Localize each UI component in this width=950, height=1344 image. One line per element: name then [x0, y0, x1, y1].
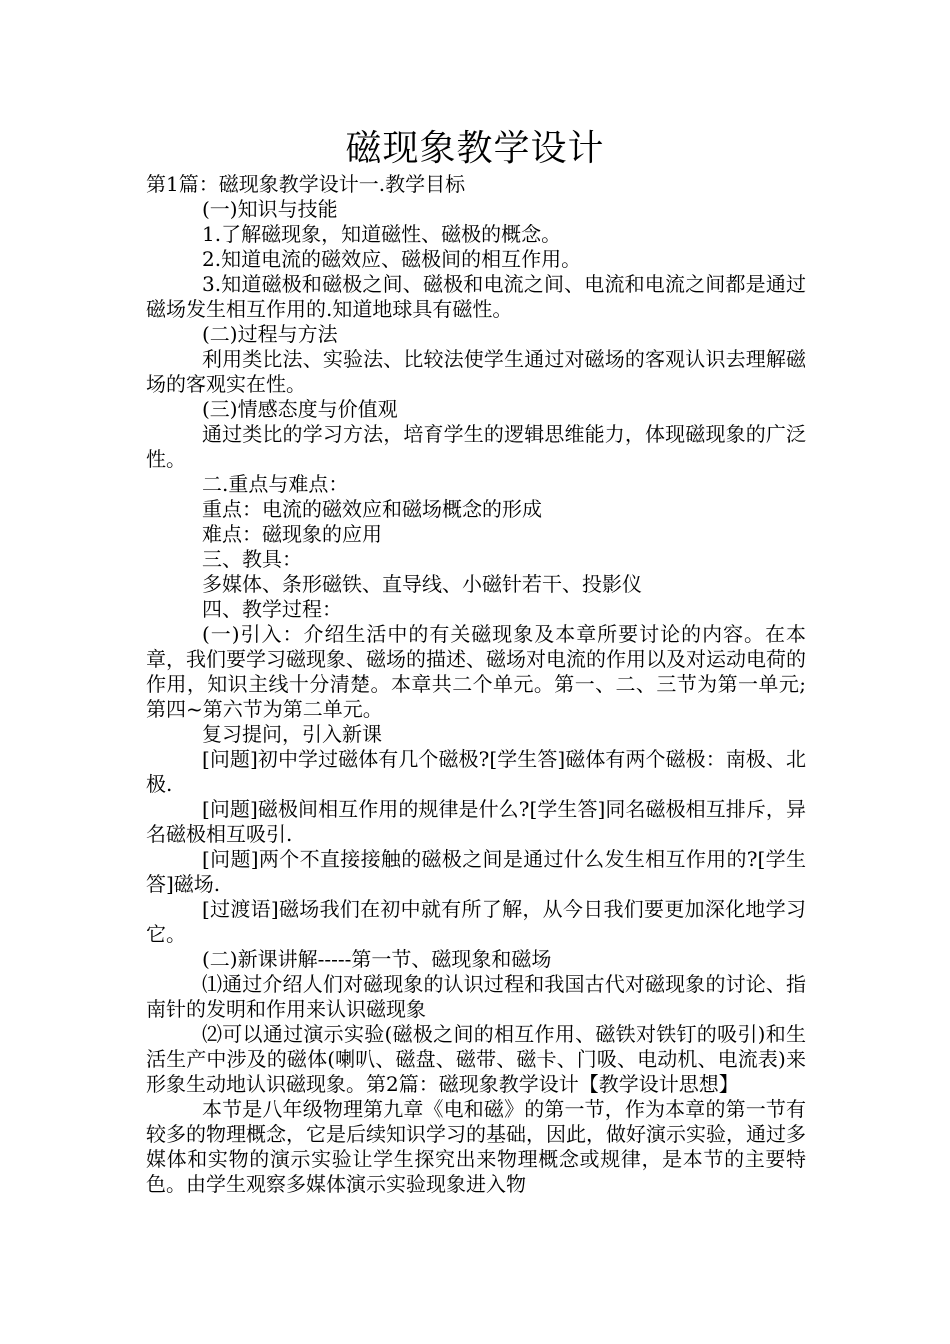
paragraph: 本节是八年级物理第九章《电和磁》的第一节，作为本章的第一节有较多的物理概念，它是后续知识学习的基础，因此，做好演示实验，通过多媒体和实物的演示实验让学生探究出来物理概念或规律，是本节的主要特色。由学生观察多媒体演示实验现象进入物 — [146, 1097, 806, 1196]
document-body — [146, 172, 806, 1197]
paragraph: 难点：磁现象的应用 — [202, 522, 382, 546]
paragraph: 2.知道电流的磁效应、磁极间的相互作用。 — [202, 247, 582, 271]
paragraph: (二)新课讲解-----第一节、磁现象和磁场 — [202, 947, 552, 971]
paragraph: 二.重点与难点： — [202, 472, 349, 496]
paragraph: 3.知道磁极和磁极之间、磁极和电流之间、电流和电流之间都是通过磁场发生相互作用的.知道地球具有磁性。 — [146, 272, 806, 321]
paragraph: [问题]初中学过磁体有几个磁极?[学生答]磁体有两个磁极：南极、北极. — [146, 747, 806, 796]
paragraph: (三)情感态度与价值观 — [202, 397, 398, 421]
paragraph: 利用类比法、实验法、比较法使学生通过对磁场的客观认识去理解磁场的客观实在性。 — [146, 347, 806, 396]
paragraph: 多媒体、条形磁铁、直导线、小磁针若干、投影仪 — [202, 572, 642, 596]
paragraph: [问题]两个不直接接触的磁极之间是通过什么发生相互作用的?[学生答]磁场. — [146, 847, 806, 896]
paragraph: [过渡语]磁场我们在初中就有所了解，从今日我们要更加深化地学习它。 — [146, 897, 806, 946]
paragraph: (一)引入：介绍生活中的有关磁现象及本章所要讨论的内容。在本章，我们要学习磁现象、磁场的描述、磁场对电流的作用以及对运动电荷的作用，知识主线十分清楚。本章共二个单元。第一、二、三节为第一单元;第四~第六节为第二单元。 — [146, 622, 806, 721]
paragraph: 通过类比的学习方法，培育学生的逻辑思维能力，体现磁现象的广泛性。 — [146, 422, 806, 471]
paragraph: 1.了解磁现象，知道磁性、磁极的概念。 — [202, 222, 562, 246]
paragraph: 第1篇：磁现象教学设计一.教学目标 — [146, 172, 466, 196]
paragraph: 复习提问，引入新课 — [202, 722, 382, 746]
paragraph: 四、教学过程： — [202, 597, 342, 621]
paragraph: 重点：电流的磁效应和磁场概念的形成 — [202, 497, 542, 521]
paragraph: (一)知识与技能 — [202, 197, 338, 221]
paragraph: ⑵可以通过演示实验(磁极之间的相互作用、磁铁对铁钉的吸引)和生活生产中涉及的磁体(喇叭、磁盘、磁带、磁卡、门吸、电动机、电流表)来形象生动地认识磁现象。第2篇：磁现象教学设计【教学设计思想】 — [146, 1022, 806, 1096]
paragraph: [问题]磁极间相互作用的规律是什么?[学生答]同名磁极相互排斥，异名磁极相互吸引. — [146, 797, 806, 846]
document-title: 磁现象教学设计 — [345, 128, 605, 169]
paragraph: 三、教具： — [202, 547, 302, 571]
paragraph: (二)过程与方法 — [202, 322, 338, 346]
paragraph: ⑴通过介绍人们对磁现象的认识过程和我国古代对磁现象的讨论、指南针的发明和作用来认识磁现象 — [146, 972, 806, 1021]
